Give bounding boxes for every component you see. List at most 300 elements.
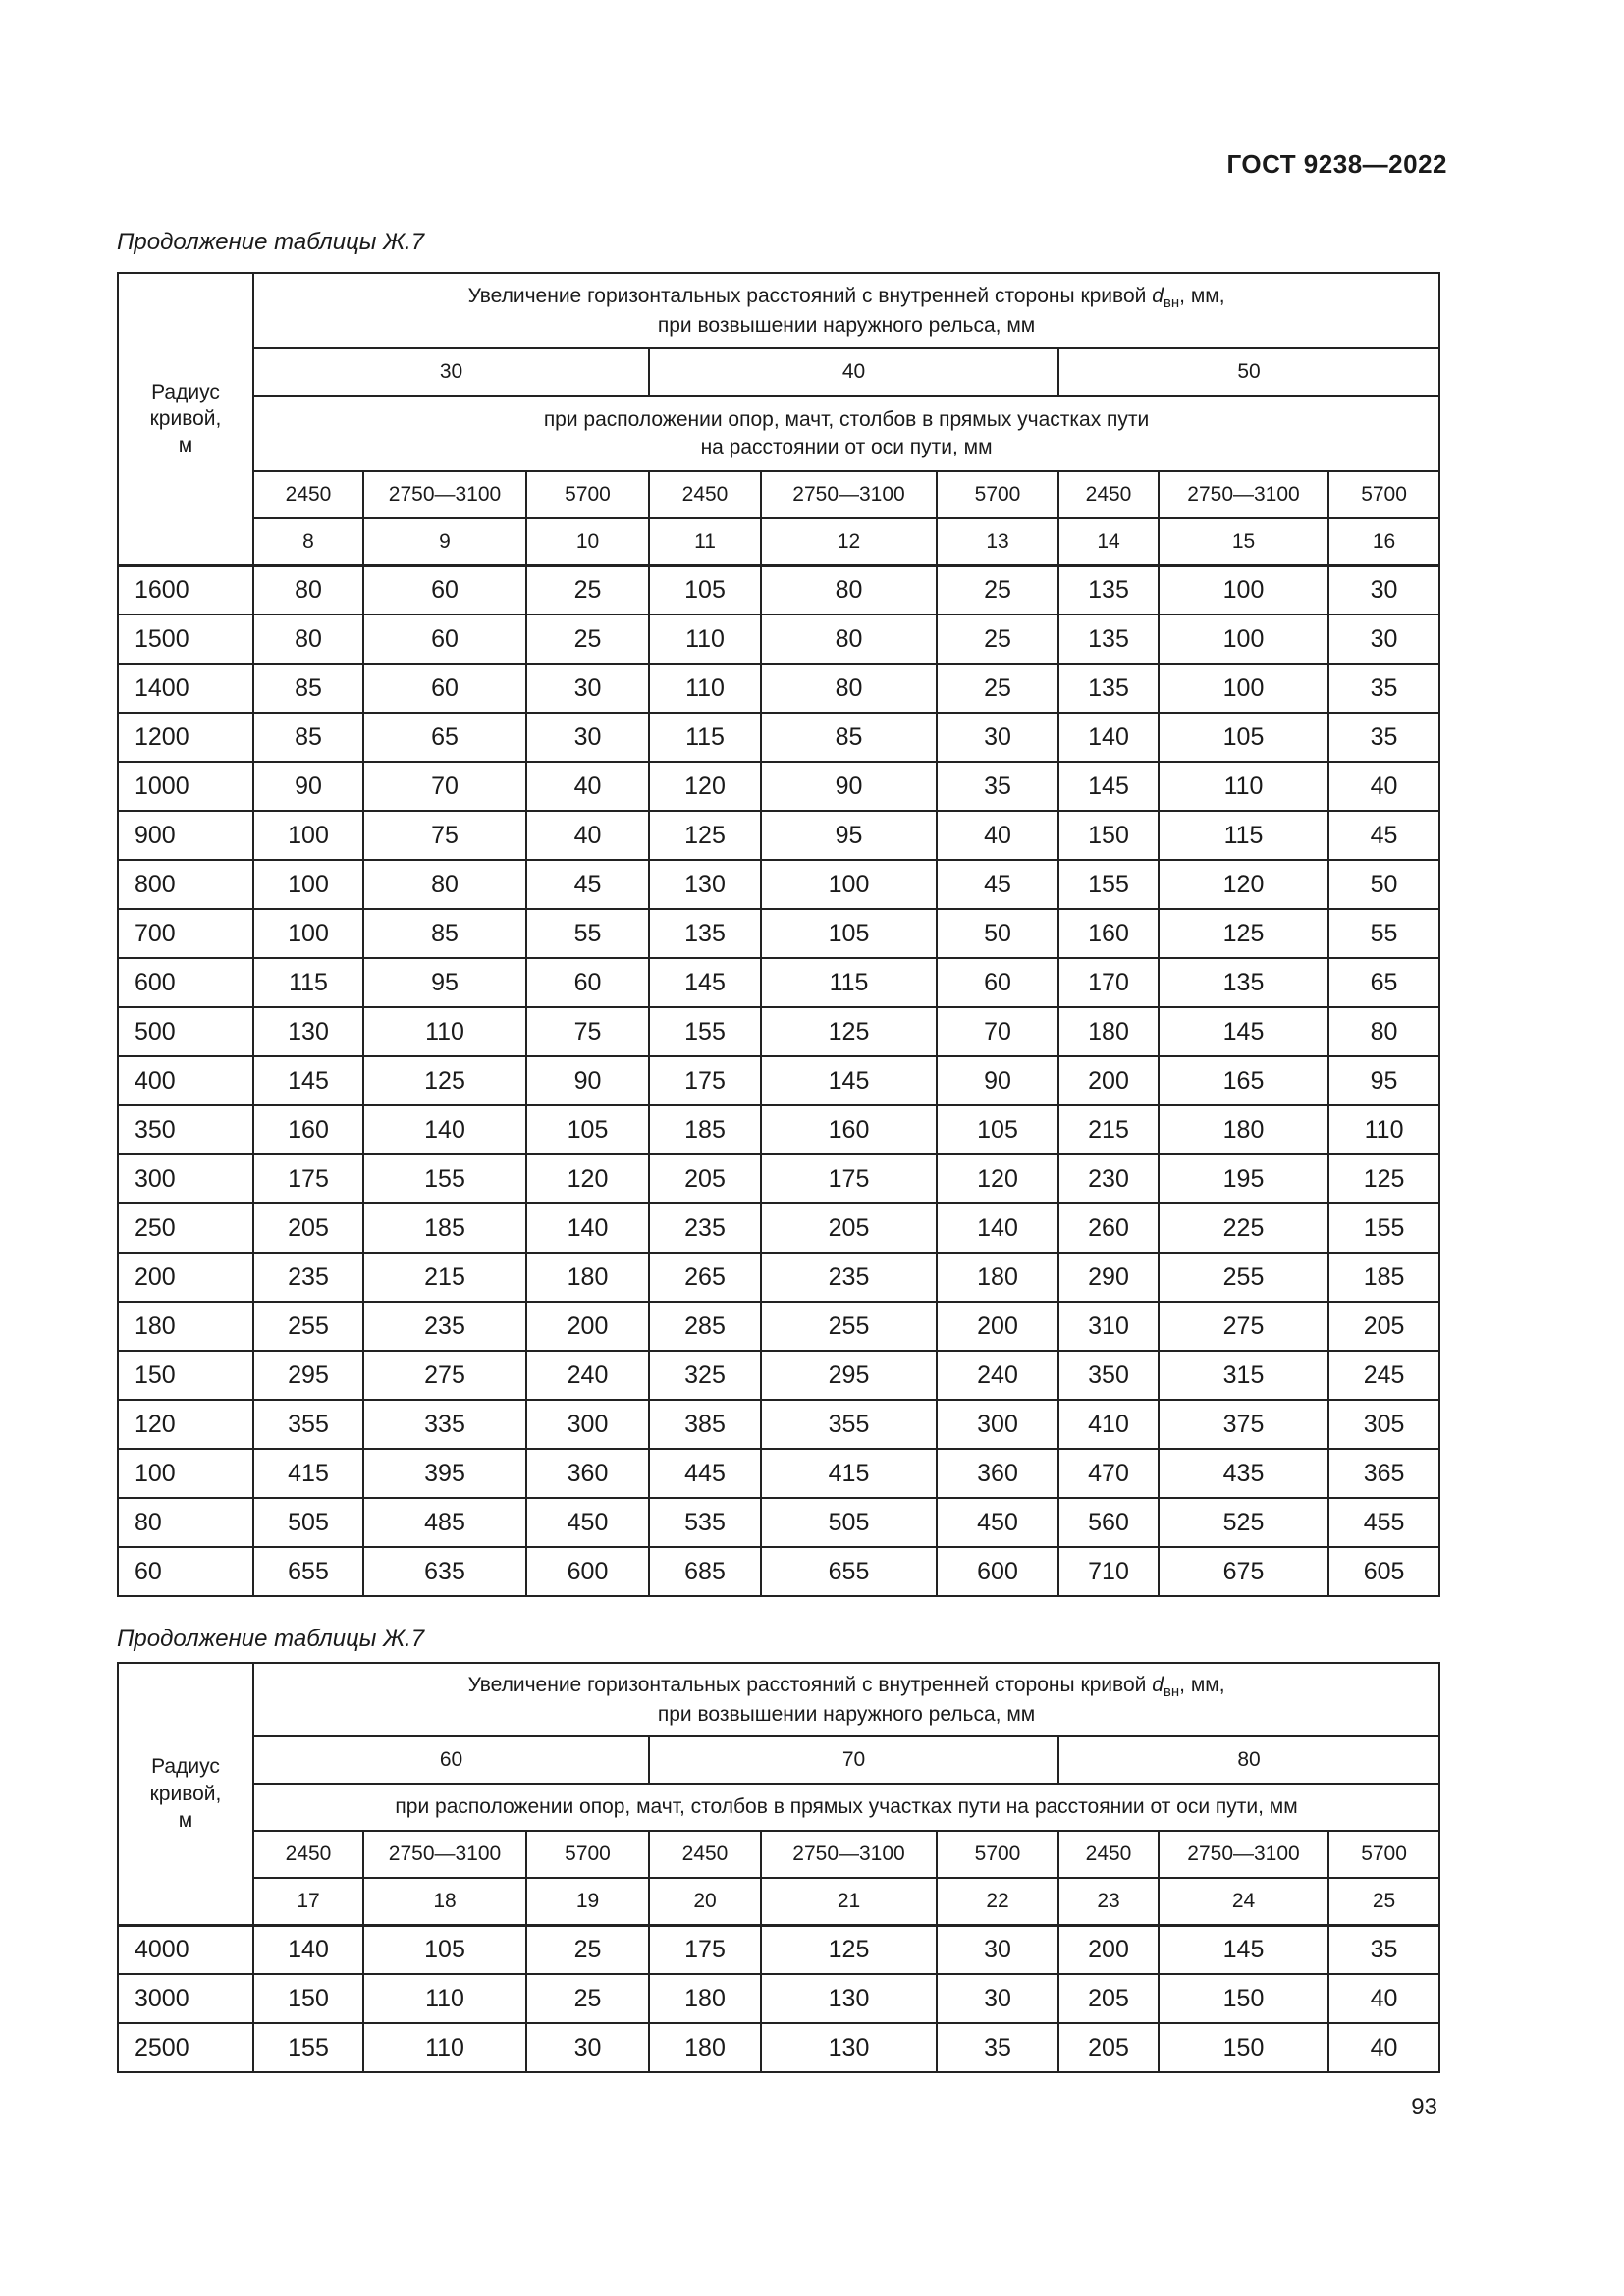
value-cell: 90 xyxy=(253,762,363,811)
value-cell: 315 xyxy=(1159,1351,1328,1400)
radius-cell: 350 xyxy=(118,1105,253,1154)
value-cell: 25 xyxy=(526,614,649,664)
value-cell: 225 xyxy=(1159,1203,1328,1253)
value-cell: 45 xyxy=(1328,811,1439,860)
value-cell: 120 xyxy=(937,1154,1058,1203)
radius-cell: 100 xyxy=(118,1449,253,1498)
value-cell: 75 xyxy=(363,811,526,860)
value-cell: 60 xyxy=(363,565,526,614)
value-cell: 140 xyxy=(1058,713,1159,762)
value-cell: 40 xyxy=(526,811,649,860)
value-cell: 70 xyxy=(937,1007,1058,1056)
value-cell: 160 xyxy=(1058,909,1159,958)
value-cell: 145 xyxy=(253,1056,363,1105)
radius-cell: 4000 xyxy=(118,1925,253,1974)
value-cell: 180 xyxy=(526,1253,649,1302)
radius-cell: 1500 xyxy=(118,614,253,664)
value-cell: 40 xyxy=(1328,1974,1439,2023)
value-cell: 525 xyxy=(1159,1498,1328,1547)
value-cell: 355 xyxy=(253,1400,363,1449)
value-cell: 40 xyxy=(526,762,649,811)
table-row xyxy=(118,1007,1439,1056)
column-number: 24 xyxy=(1159,1878,1328,1925)
value-cell: 305 xyxy=(1328,1400,1439,1449)
value-cell: 180 xyxy=(1058,1007,1159,1056)
value-cell: 295 xyxy=(253,1351,363,1400)
radius-cell: 1600 xyxy=(118,565,253,614)
value-cell: 120 xyxy=(1159,860,1328,909)
value-cell: 145 xyxy=(649,958,761,1007)
radius-cell: 120 xyxy=(118,1400,253,1449)
value-cell: 45 xyxy=(526,860,649,909)
value-cell: 255 xyxy=(253,1302,363,1351)
table-row xyxy=(118,1449,1439,1498)
value-cell: 180 xyxy=(1159,1105,1328,1154)
value-cell: 600 xyxy=(526,1547,649,1596)
value-cell: 135 xyxy=(649,909,761,958)
value-cell: 215 xyxy=(363,1253,526,1302)
value-cell: 120 xyxy=(649,762,761,811)
value-cell: 325 xyxy=(649,1351,761,1400)
column-number: 8 xyxy=(253,518,363,565)
radius-cell: 500 xyxy=(118,1007,253,1056)
value-cell: 170 xyxy=(1058,958,1159,1007)
value-cell: 200 xyxy=(937,1302,1058,1351)
table-row xyxy=(118,1547,1439,1596)
value-cell: 30 xyxy=(937,713,1058,762)
value-cell: 455 xyxy=(1328,1498,1439,1547)
distance-header: 2750—3100 xyxy=(761,471,937,518)
value-cell: 485 xyxy=(363,1498,526,1547)
value-cell: 35 xyxy=(1328,1925,1439,1974)
value-cell: 85 xyxy=(253,664,363,713)
value-cell: 25 xyxy=(526,565,649,614)
table-row xyxy=(118,1498,1439,1547)
value-cell: 40 xyxy=(1328,2023,1439,2072)
value-cell: 295 xyxy=(761,1351,937,1400)
value-cell: 605 xyxy=(1328,1547,1439,1596)
table-row xyxy=(118,1925,1439,1974)
value-cell: 150 xyxy=(1058,811,1159,860)
radius-cell: 3000 xyxy=(118,1974,253,2023)
column-number: 22 xyxy=(937,1878,1058,1925)
value-cell: 135 xyxy=(1058,614,1159,664)
elevation-header: 50 xyxy=(1058,348,1439,396)
value-cell: 205 xyxy=(1058,2023,1159,2072)
value-cell: 655 xyxy=(253,1547,363,1596)
table-row xyxy=(118,1351,1439,1400)
value-cell: 360 xyxy=(526,1449,649,1498)
table-row xyxy=(118,614,1439,664)
value-cell: 140 xyxy=(937,1203,1058,1253)
table-row xyxy=(118,713,1439,762)
value-cell: 90 xyxy=(937,1056,1058,1105)
value-cell: 80 xyxy=(253,614,363,664)
value-cell: 150 xyxy=(253,1974,363,2023)
distance-header: 5700 xyxy=(1328,1831,1439,1878)
value-cell: 85 xyxy=(253,713,363,762)
value-cell: 135 xyxy=(1058,664,1159,713)
value-cell: 260 xyxy=(1058,1203,1159,1253)
value-cell: 445 xyxy=(649,1449,761,1498)
value-cell: 25 xyxy=(937,614,1058,664)
value-cell: 30 xyxy=(526,2023,649,2072)
value-cell: 100 xyxy=(253,860,363,909)
distance-header: 2750—3100 xyxy=(761,1831,937,1878)
value-cell: 125 xyxy=(761,1007,937,1056)
value-cell: 110 xyxy=(363,2023,526,2072)
value-cell: 290 xyxy=(1058,1253,1159,1302)
value-cell: 65 xyxy=(363,713,526,762)
column-number: 17 xyxy=(253,1878,363,1925)
value-cell: 155 xyxy=(253,2023,363,2072)
value-cell: 155 xyxy=(1058,860,1159,909)
value-cell: 205 xyxy=(1328,1302,1439,1351)
distance-header: 5700 xyxy=(526,1831,649,1878)
radius-cell: 1200 xyxy=(118,713,253,762)
value-cell: 285 xyxy=(649,1302,761,1351)
radius-cell: 900 xyxy=(118,811,253,860)
value-cell: 145 xyxy=(1058,762,1159,811)
column-number: 13 xyxy=(937,518,1058,565)
value-cell: 115 xyxy=(761,958,937,1007)
radius-cell: 250 xyxy=(118,1203,253,1253)
value-cell: 105 xyxy=(937,1105,1058,1154)
value-cell: 335 xyxy=(363,1400,526,1449)
value-cell: 235 xyxy=(363,1302,526,1351)
value-cell: 175 xyxy=(253,1154,363,1203)
value-cell: 115 xyxy=(649,713,761,762)
value-cell: 505 xyxy=(253,1498,363,1547)
value-cell: 125 xyxy=(1328,1154,1439,1203)
value-cell: 200 xyxy=(526,1302,649,1351)
value-cell: 135 xyxy=(1159,958,1328,1007)
value-cell: 255 xyxy=(761,1302,937,1351)
value-cell: 105 xyxy=(526,1105,649,1154)
radius-cell: 1000 xyxy=(118,762,253,811)
table-row xyxy=(118,811,1439,860)
value-cell: 25 xyxy=(526,1925,649,1974)
value-cell: 350 xyxy=(1058,1351,1159,1400)
value-cell: 675 xyxy=(1159,1547,1328,1596)
value-cell: 80 xyxy=(253,565,363,614)
value-cell: 145 xyxy=(761,1056,937,1105)
value-cell: 95 xyxy=(1328,1056,1439,1105)
elevation-header: 80 xyxy=(1058,1736,1439,1784)
table-row xyxy=(118,565,1439,614)
value-cell: 185 xyxy=(649,1105,761,1154)
value-cell: 185 xyxy=(363,1203,526,1253)
location-header: при расположении опор, мачт, столбов в прямых участках пути на расстоянии от оси пути, мм xyxy=(253,396,1439,471)
column-number: 15 xyxy=(1159,518,1328,565)
value-cell: 105 xyxy=(1159,713,1328,762)
value-cell: 235 xyxy=(649,1203,761,1253)
value-cell: 140 xyxy=(526,1203,649,1253)
distance-header: 2450 xyxy=(1058,471,1159,518)
value-cell: 30 xyxy=(1328,614,1439,664)
value-cell: 655 xyxy=(761,1547,937,1596)
column-number: 9 xyxy=(363,518,526,565)
value-cell: 375 xyxy=(1159,1400,1328,1449)
increase-header: Увеличение горизонтальных расстояний с внутренней стороны кривой $d_{вн}$, мм, при возвышении наружного рельса, мм xyxy=(253,1663,1439,1736)
value-cell: 130 xyxy=(649,860,761,909)
value-cell: 110 xyxy=(363,1974,526,2023)
value-cell: 60 xyxy=(937,958,1058,1007)
value-cell: 30 xyxy=(526,713,649,762)
value-cell: 560 xyxy=(1058,1498,1159,1547)
value-cell: 410 xyxy=(1058,1400,1159,1449)
value-cell: 180 xyxy=(649,2023,761,2072)
value-cell: 80 xyxy=(761,614,937,664)
distance-header: 2750—3100 xyxy=(363,1831,526,1878)
value-cell: 110 xyxy=(649,614,761,664)
value-cell: 180 xyxy=(649,1974,761,2023)
value-cell: 200 xyxy=(1058,1056,1159,1105)
value-cell: 450 xyxy=(937,1498,1058,1547)
radius-cell: 300 xyxy=(118,1154,253,1203)
value-cell: 75 xyxy=(526,1007,649,1056)
value-cell: 415 xyxy=(253,1449,363,1498)
value-cell: 685 xyxy=(649,1547,761,1596)
radius-cell: 180 xyxy=(118,1302,253,1351)
value-cell: 135 xyxy=(1058,565,1159,614)
value-cell: 80 xyxy=(761,664,937,713)
value-cell: 125 xyxy=(761,1925,937,1974)
value-cell: 150 xyxy=(1159,1974,1328,2023)
value-cell: 85 xyxy=(761,713,937,762)
radius-cell: 400 xyxy=(118,1056,253,1105)
value-cell: 155 xyxy=(363,1154,526,1203)
elevation-header: 30 xyxy=(253,348,649,396)
value-cell: 110 xyxy=(649,664,761,713)
value-cell: 205 xyxy=(761,1203,937,1253)
location-header: при расположении опор, мачт, столбов в прямых участках пути на расстоянии от оси пути, мм xyxy=(253,1784,1439,1831)
value-cell: 710 xyxy=(1058,1547,1159,1596)
value-cell: 125 xyxy=(1159,909,1328,958)
value-cell: 310 xyxy=(1058,1302,1159,1351)
distance-header: 5700 xyxy=(937,471,1058,518)
table-row xyxy=(118,860,1439,909)
value-cell: 155 xyxy=(649,1007,761,1056)
column-number: 11 xyxy=(649,518,761,565)
value-cell: 110 xyxy=(1159,762,1328,811)
value-cell: 100 xyxy=(1159,565,1328,614)
value-cell: 180 xyxy=(937,1253,1058,1302)
distance-header: 2450 xyxy=(1058,1831,1159,1878)
column-number: 23 xyxy=(1058,1878,1159,1925)
page-number: 93 xyxy=(1411,2094,1437,2120)
value-cell: 160 xyxy=(761,1105,937,1154)
value-cell: 160 xyxy=(253,1105,363,1154)
value-cell: 30 xyxy=(937,1974,1058,2023)
value-cell: 365 xyxy=(1328,1449,1439,1498)
value-cell: 30 xyxy=(937,1925,1058,1974)
elevation-header: 60 xyxy=(253,1736,649,1784)
radius-header: Радиус кривой, м xyxy=(118,273,253,565)
value-cell: 60 xyxy=(363,664,526,713)
value-cell: 90 xyxy=(761,762,937,811)
value-cell: 205 xyxy=(649,1154,761,1203)
value-cell: 155 xyxy=(1328,1203,1439,1253)
value-cell: 145 xyxy=(1159,1007,1328,1056)
value-cell: 130 xyxy=(761,1974,937,2023)
distance-header: 5700 xyxy=(1328,471,1439,518)
value-cell: 105 xyxy=(761,909,937,958)
value-cell: 240 xyxy=(526,1351,649,1400)
distance-header: 2450 xyxy=(253,1831,363,1878)
radius-cell: 700 xyxy=(118,909,253,958)
value-cell: 100 xyxy=(253,811,363,860)
value-cell: 100 xyxy=(1159,614,1328,664)
value-cell: 505 xyxy=(761,1498,937,1547)
table-row xyxy=(118,1974,1439,2023)
value-cell: 385 xyxy=(649,1400,761,1449)
value-cell: 255 xyxy=(1159,1253,1328,1302)
table-row xyxy=(118,664,1439,713)
distance-header: 2450 xyxy=(649,1831,761,1878)
value-cell: 200 xyxy=(1058,1925,1159,1974)
distance-header: 2450 xyxy=(649,471,761,518)
column-number: 16 xyxy=(1328,518,1439,565)
value-cell: 25 xyxy=(937,565,1058,614)
table2-caption: Продолжение таблицы Ж.7 xyxy=(117,1626,425,1652)
value-cell: 50 xyxy=(1328,860,1439,909)
column-number: 14 xyxy=(1058,518,1159,565)
value-cell: 470 xyxy=(1058,1449,1159,1498)
radius-cell: 60 xyxy=(118,1547,253,1596)
value-cell: 175 xyxy=(649,1056,761,1105)
value-cell: 35 xyxy=(1328,664,1439,713)
value-cell: 100 xyxy=(761,860,937,909)
value-cell: 535 xyxy=(649,1498,761,1547)
value-cell: 415 xyxy=(761,1449,937,1498)
column-number: 20 xyxy=(649,1878,761,1925)
value-cell: 185 xyxy=(1328,1253,1439,1302)
table1-body xyxy=(118,565,1439,1596)
value-cell: 35 xyxy=(937,2023,1058,2072)
column-number: 12 xyxy=(761,518,937,565)
value-cell: 140 xyxy=(363,1105,526,1154)
value-cell: 300 xyxy=(526,1400,649,1449)
table-row xyxy=(118,2023,1439,2072)
value-cell: 125 xyxy=(363,1056,526,1105)
elevation-header: 70 xyxy=(649,1736,1058,1784)
value-cell: 355 xyxy=(761,1400,937,1449)
distance-header: 2450 xyxy=(253,471,363,518)
column-number: 18 xyxy=(363,1878,526,1925)
value-cell: 30 xyxy=(526,664,649,713)
value-cell: 125 xyxy=(649,811,761,860)
value-cell: 115 xyxy=(1159,811,1328,860)
table-row xyxy=(118,1302,1439,1351)
value-cell: 195 xyxy=(1159,1154,1328,1203)
value-cell: 100 xyxy=(253,909,363,958)
value-cell: 435 xyxy=(1159,1449,1328,1498)
table-row xyxy=(118,1400,1439,1449)
column-number: 10 xyxy=(526,518,649,565)
value-cell: 130 xyxy=(253,1007,363,1056)
value-cell: 450 xyxy=(526,1498,649,1547)
value-cell: 85 xyxy=(363,909,526,958)
value-cell: 55 xyxy=(526,909,649,958)
value-cell: 265 xyxy=(649,1253,761,1302)
table2-body xyxy=(118,1925,1439,2072)
value-cell: 230 xyxy=(1058,1154,1159,1203)
value-cell: 105 xyxy=(363,1925,526,1974)
value-cell: 395 xyxy=(363,1449,526,1498)
table2 xyxy=(117,1662,1440,2073)
table1-caption: Продолжение таблицы Ж.7 xyxy=(117,229,425,255)
table-row xyxy=(118,1105,1439,1154)
distance-header: 5700 xyxy=(526,471,649,518)
value-cell: 600 xyxy=(937,1547,1058,1596)
value-cell: 35 xyxy=(1328,713,1439,762)
value-cell: 245 xyxy=(1328,1351,1439,1400)
value-cell: 635 xyxy=(363,1547,526,1596)
value-cell: 105 xyxy=(649,565,761,614)
table1 xyxy=(117,272,1440,1597)
value-cell: 150 xyxy=(1159,2023,1328,2072)
radius-header: Радиус кривой, м xyxy=(118,1663,253,1925)
table-row xyxy=(118,762,1439,811)
value-cell: 145 xyxy=(1159,1925,1328,1974)
column-number: 19 xyxy=(526,1878,649,1925)
value-cell: 240 xyxy=(937,1351,1058,1400)
distance-header: 2750—3100 xyxy=(1159,471,1328,518)
value-cell: 275 xyxy=(1159,1302,1328,1351)
radius-cell: 600 xyxy=(118,958,253,1007)
value-cell: 25 xyxy=(937,664,1058,713)
value-cell: 65 xyxy=(1328,958,1439,1007)
value-cell: 300 xyxy=(937,1400,1058,1449)
column-number: 25 xyxy=(1328,1878,1439,1925)
value-cell: 95 xyxy=(761,811,937,860)
radius-cell: 800 xyxy=(118,860,253,909)
value-cell: 215 xyxy=(1058,1105,1159,1154)
value-cell: 110 xyxy=(1328,1105,1439,1154)
value-cell: 60 xyxy=(526,958,649,1007)
value-cell: 40 xyxy=(937,811,1058,860)
value-cell: 235 xyxy=(761,1253,937,1302)
value-cell: 80 xyxy=(761,565,937,614)
value-cell: 55 xyxy=(1328,909,1439,958)
value-cell: 205 xyxy=(1058,1974,1159,2023)
value-cell: 175 xyxy=(761,1154,937,1203)
value-cell: 40 xyxy=(1328,762,1439,811)
radius-cell: 200 xyxy=(118,1253,253,1302)
radius-cell: 80 xyxy=(118,1498,253,1547)
value-cell: 50 xyxy=(937,909,1058,958)
radius-cell: 1400 xyxy=(118,664,253,713)
distance-header: 5700 xyxy=(937,1831,1058,1878)
distance-header: 2750—3100 xyxy=(363,471,526,518)
table-row xyxy=(118,1154,1439,1203)
value-cell: 60 xyxy=(363,614,526,664)
table-row xyxy=(118,1203,1439,1253)
value-cell: 95 xyxy=(363,958,526,1007)
value-cell: 165 xyxy=(1159,1056,1328,1105)
table-row xyxy=(118,1056,1439,1105)
value-cell: 130 xyxy=(761,2023,937,2072)
value-cell: 275 xyxy=(363,1351,526,1400)
table-row xyxy=(118,958,1439,1007)
value-cell: 120 xyxy=(526,1154,649,1203)
radius-cell: 150 xyxy=(118,1351,253,1400)
elevation-header: 40 xyxy=(649,348,1058,396)
column-number: 21 xyxy=(761,1878,937,1925)
value-cell: 115 xyxy=(253,958,363,1007)
increase-header: Увеличение горизонтальных расстояний с внутренней стороны кривой $d_{вн}$, мм, при возвышении наружного рельса, мм xyxy=(253,273,1439,348)
